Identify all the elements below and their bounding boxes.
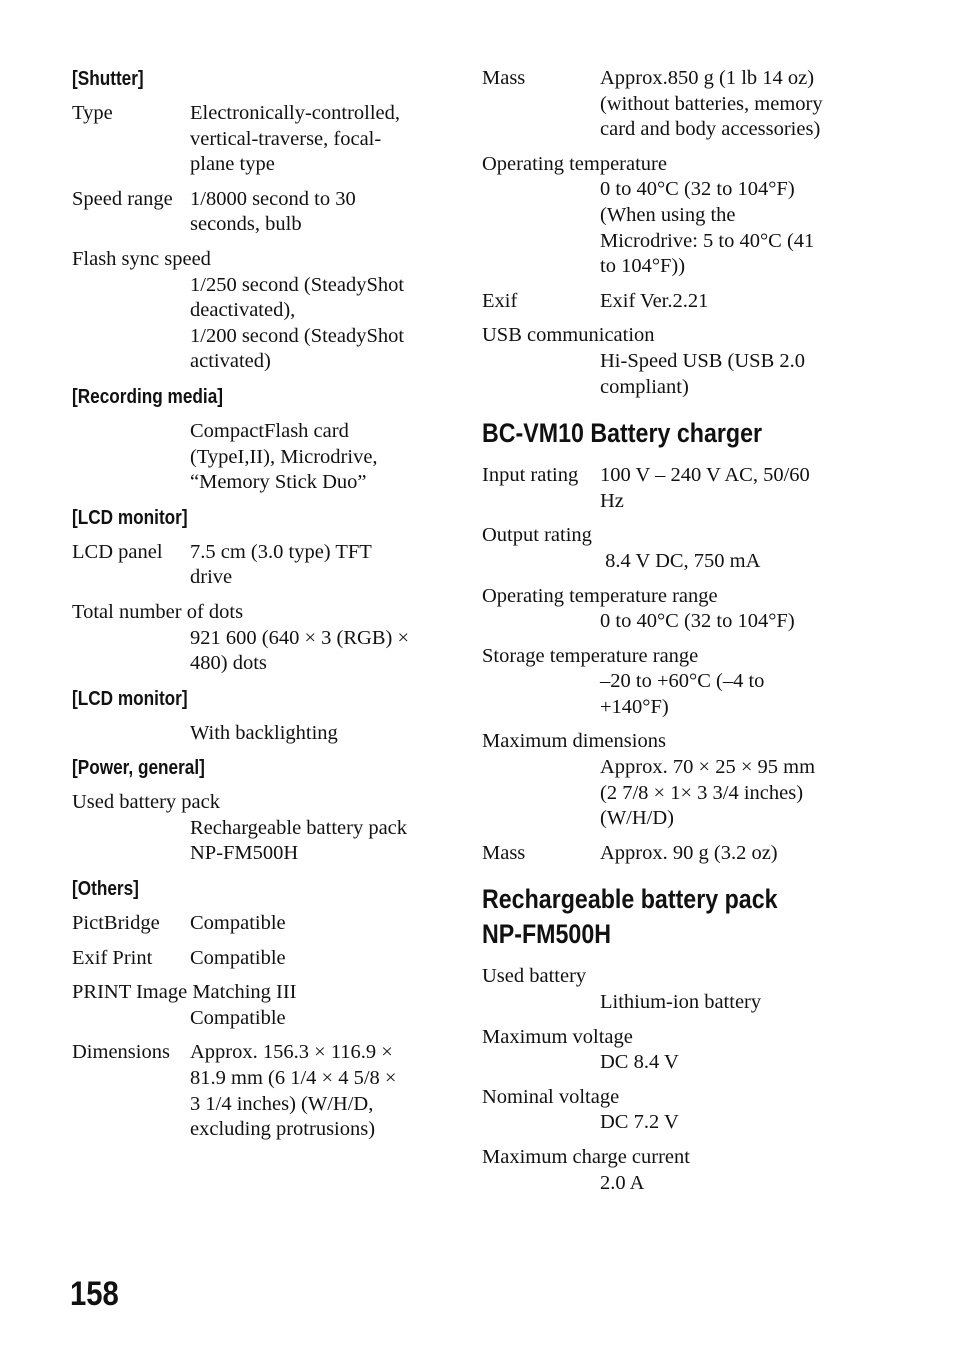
spec-lcd-panel bbox=[72, 540, 442, 591]
spec-value-line: DC 7.2 V bbox=[600, 1111, 679, 1134]
spec-value bbox=[72, 721, 442, 747]
spec-total-number-of-dots bbox=[72, 600, 442, 677]
spec-value-line: 921 600 (640 × 3 (RGB) × bbox=[190, 626, 410, 649]
section-title-line: BC-VM10 Battery charger bbox=[482, 418, 763, 449]
spec-value bbox=[482, 609, 872, 635]
spec-value-line: 1/8000 second to 30 bbox=[190, 187, 356, 210]
spec-value-line: +140°F) bbox=[600, 695, 669, 718]
spec-term: Mass bbox=[482, 67, 526, 89]
spec-value-line: Approx. 156.3 × 116.9 × bbox=[190, 1041, 393, 1064]
spec-value-line: DC 8.4 V bbox=[600, 1051, 679, 1074]
spec-term: USB communication bbox=[482, 324, 655, 347]
spec-mass bbox=[482, 66, 872, 143]
spec-value bbox=[600, 841, 872, 867]
spec-value bbox=[190, 1040, 442, 1142]
spec-term: Operating temperature range bbox=[482, 584, 718, 607]
spec-value-line: compliant) bbox=[600, 375, 689, 398]
spec-pictbridge bbox=[72, 911, 442, 937]
spec-value bbox=[190, 911, 442, 937]
spec-term: Maximum charge current bbox=[482, 1146, 690, 1168]
spec-value bbox=[482, 349, 872, 400]
spec-term: Nominal voltage bbox=[482, 1085, 620, 1108]
spec-term: Mass bbox=[482, 841, 526, 864]
spec-dimensions bbox=[72, 1040, 442, 1142]
section-heading: [Recording media] bbox=[72, 385, 223, 408]
right-column bbox=[482, 66, 872, 1205]
section-heading: [LCD monitor] bbox=[72, 687, 188, 710]
spec-used-battery-pack bbox=[72, 790, 442, 867]
spec-value bbox=[190, 187, 442, 238]
section-title bbox=[482, 882, 817, 952]
section-title-line: NP-FM500H bbox=[482, 919, 612, 950]
spec-value-line: CompactFlash card bbox=[190, 419, 349, 442]
spec-value-line: card and body accessories) bbox=[600, 118, 821, 141]
spec-value-line: drive bbox=[190, 566, 233, 589]
spec-value-line: 100 V – 240 V AC, 50/60 bbox=[600, 464, 810, 487]
spec-value-line: Compatible bbox=[190, 1006, 286, 1029]
spec-value bbox=[72, 721, 442, 747]
spec-term: PictBridge bbox=[72, 912, 160, 935]
spec-value-line: NP-FM500H bbox=[190, 842, 299, 865]
section-title bbox=[482, 416, 817, 451]
spec-value-line: 7.5 cm (3.0 type) TFT bbox=[190, 540, 372, 563]
spec-value bbox=[190, 946, 442, 972]
spec-nominal-voltage bbox=[482, 1085, 872, 1136]
spec-value-line: Rechargeable battery pack bbox=[190, 816, 408, 839]
spec-value-line: 480) dots bbox=[190, 652, 267, 675]
spec-value-line: Approx. 90 g (3.2 oz) bbox=[600, 841, 778, 864]
spec-value-line: seconds, bulb bbox=[190, 213, 302, 236]
spec-value-line: excluding protrusions) bbox=[190, 1118, 376, 1141]
spec-value-line: Lithium-ion battery bbox=[600, 991, 762, 1014]
spec-value bbox=[482, 177, 872, 279]
spec-exif bbox=[482, 289, 872, 315]
spec-value bbox=[482, 1110, 872, 1136]
spec-term: Operating temperature bbox=[482, 152, 667, 175]
spec-value-line: 1/250 second (SteadyShot bbox=[190, 273, 405, 296]
spec-value-line: activated) bbox=[190, 350, 271, 373]
spec-value bbox=[482, 1050, 872, 1076]
spec-value bbox=[600, 66, 872, 143]
spec-value bbox=[482, 755, 872, 832]
spec-value-line: Compatible bbox=[190, 946, 286, 969]
spec-value-line: Hz bbox=[600, 489, 624, 512]
spec-value bbox=[600, 289, 872, 315]
spec-term: Flash sync speed bbox=[72, 247, 211, 270]
spec-mass bbox=[482, 841, 872, 867]
spec-value-line: (W/H/D) bbox=[600, 807, 675, 830]
spec-maximum-charge-current bbox=[482, 1145, 872, 1196]
spec-value bbox=[482, 549, 872, 575]
spec-value bbox=[72, 419, 442, 496]
spec-usb-communication bbox=[482, 323, 872, 400]
spec-operating-temperature bbox=[482, 152, 872, 280]
spec-term: Exif bbox=[482, 289, 518, 312]
spec-value-line: “Memory Stick Duo” bbox=[190, 471, 367, 494]
section-heading: [Power, general] bbox=[72, 757, 205, 780]
spec-term: Type bbox=[72, 102, 113, 124]
spec-operating-temperature-range bbox=[482, 584, 872, 635]
spec-value-line: (2 7/8 × 1× 3 3/4 inches) bbox=[600, 781, 804, 804]
spec-value-line: (without batteries, memory bbox=[600, 92, 823, 115]
section-heading: [Others] bbox=[72, 878, 139, 901]
spec-term: Input rating bbox=[482, 464, 579, 487]
spec-value bbox=[600, 463, 872, 514]
spec-value-line: 2.0 A bbox=[600, 1171, 645, 1194]
spec-value bbox=[482, 990, 872, 1016]
spec-term: LCD panel bbox=[72, 540, 163, 563]
spec-value bbox=[72, 626, 442, 677]
spec-value-line: 0 to 40°C (32 to 104°F) bbox=[600, 610, 795, 633]
spec-value-line: Exif Ver.2.21 bbox=[600, 289, 709, 312]
spec-value-line: 8.4 V DC, 750 mA bbox=[600, 549, 761, 572]
spec-term: PRINT Image Matching III bbox=[72, 981, 297, 1004]
spec-value-line: Electronically-controlled, bbox=[190, 102, 401, 124]
section-heading: [Shutter] bbox=[72, 68, 144, 90]
section-heading: [LCD monitor] bbox=[72, 506, 188, 529]
spec-print-image-matching-iii bbox=[72, 980, 442, 1031]
spec-value bbox=[72, 816, 442, 867]
spec-type bbox=[72, 101, 442, 178]
spec-value-line: plane type bbox=[190, 153, 275, 176]
spec-value-line: (TypeI,II), Microdrive, bbox=[190, 445, 378, 468]
spec-value bbox=[72, 273, 442, 375]
spec-maximum-voltage bbox=[482, 1025, 872, 1076]
spec-value-line: deactivated), bbox=[190, 299, 296, 322]
spec-value bbox=[72, 419, 442, 496]
spec-exif-print bbox=[72, 946, 442, 972]
spec-value bbox=[482, 669, 872, 720]
spec-value bbox=[190, 101, 442, 178]
spec-term: Used battery pack bbox=[72, 791, 220, 814]
spec-value-line: Microdrive: 5 to 40°C (41 bbox=[600, 229, 815, 252]
spec-value-line: 1/200 second (SteadyShot bbox=[190, 324, 405, 347]
spec-value-line: vertical-traverse, focal- bbox=[190, 127, 382, 150]
spec-value-line: (When using the bbox=[600, 203, 736, 226]
spec-term: Total number of dots bbox=[72, 600, 244, 623]
spec-speed-range bbox=[72, 187, 442, 238]
page-number: 158 bbox=[70, 1275, 119, 1313]
spec-value-line: Compatible bbox=[190, 912, 286, 935]
spec-value-line: With backlighting bbox=[190, 721, 338, 744]
left-column bbox=[72, 66, 442, 1152]
section-title-line: Rechargeable battery pack bbox=[482, 884, 778, 915]
spec-value bbox=[190, 540, 442, 591]
spec-term: Maximum voltage bbox=[482, 1025, 633, 1048]
spec-value bbox=[72, 1006, 442, 1032]
spec-used-battery bbox=[482, 964, 872, 1015]
spec-term: Output rating bbox=[482, 524, 592, 547]
spec-term: Exif Print bbox=[72, 946, 153, 969]
spec-output-rating bbox=[482, 523, 872, 574]
spec-value-line: –20 to +60°C (–4 to bbox=[600, 670, 765, 693]
spec-maximum-dimensions bbox=[482, 729, 872, 831]
spec-input-rating bbox=[482, 463, 872, 514]
spec-value-line: 3 1/4 inches) (W/H/D, bbox=[190, 1092, 374, 1115]
spec-value bbox=[482, 1171, 872, 1197]
spec-term: Storage temperature range bbox=[482, 644, 699, 667]
spec-flash-sync-speed bbox=[72, 247, 442, 375]
spec-value-line: 81.9 mm (6 1/4 × 4 5/8 × bbox=[190, 1067, 397, 1090]
spec-value-line: Approx. 70 × 25 × 95 mm bbox=[600, 756, 816, 779]
spec-value-line: to 104°F)) bbox=[600, 255, 686, 278]
spec-storage-temperature-range bbox=[482, 644, 872, 721]
spec-term: Used battery bbox=[482, 965, 587, 988]
spec-term: Maximum dimensions bbox=[482, 730, 666, 753]
spec-value-line: Hi-Speed USB (USB 2.0 bbox=[600, 349, 806, 372]
spec-term: Speed range bbox=[72, 187, 173, 210]
spec-value-line: 0 to 40°C (32 to 104°F) bbox=[600, 178, 795, 201]
spec-value-line: Approx.850 g (1 lb 14 oz) bbox=[600, 67, 815, 89]
spec-term: Dimensions bbox=[72, 1041, 170, 1064]
